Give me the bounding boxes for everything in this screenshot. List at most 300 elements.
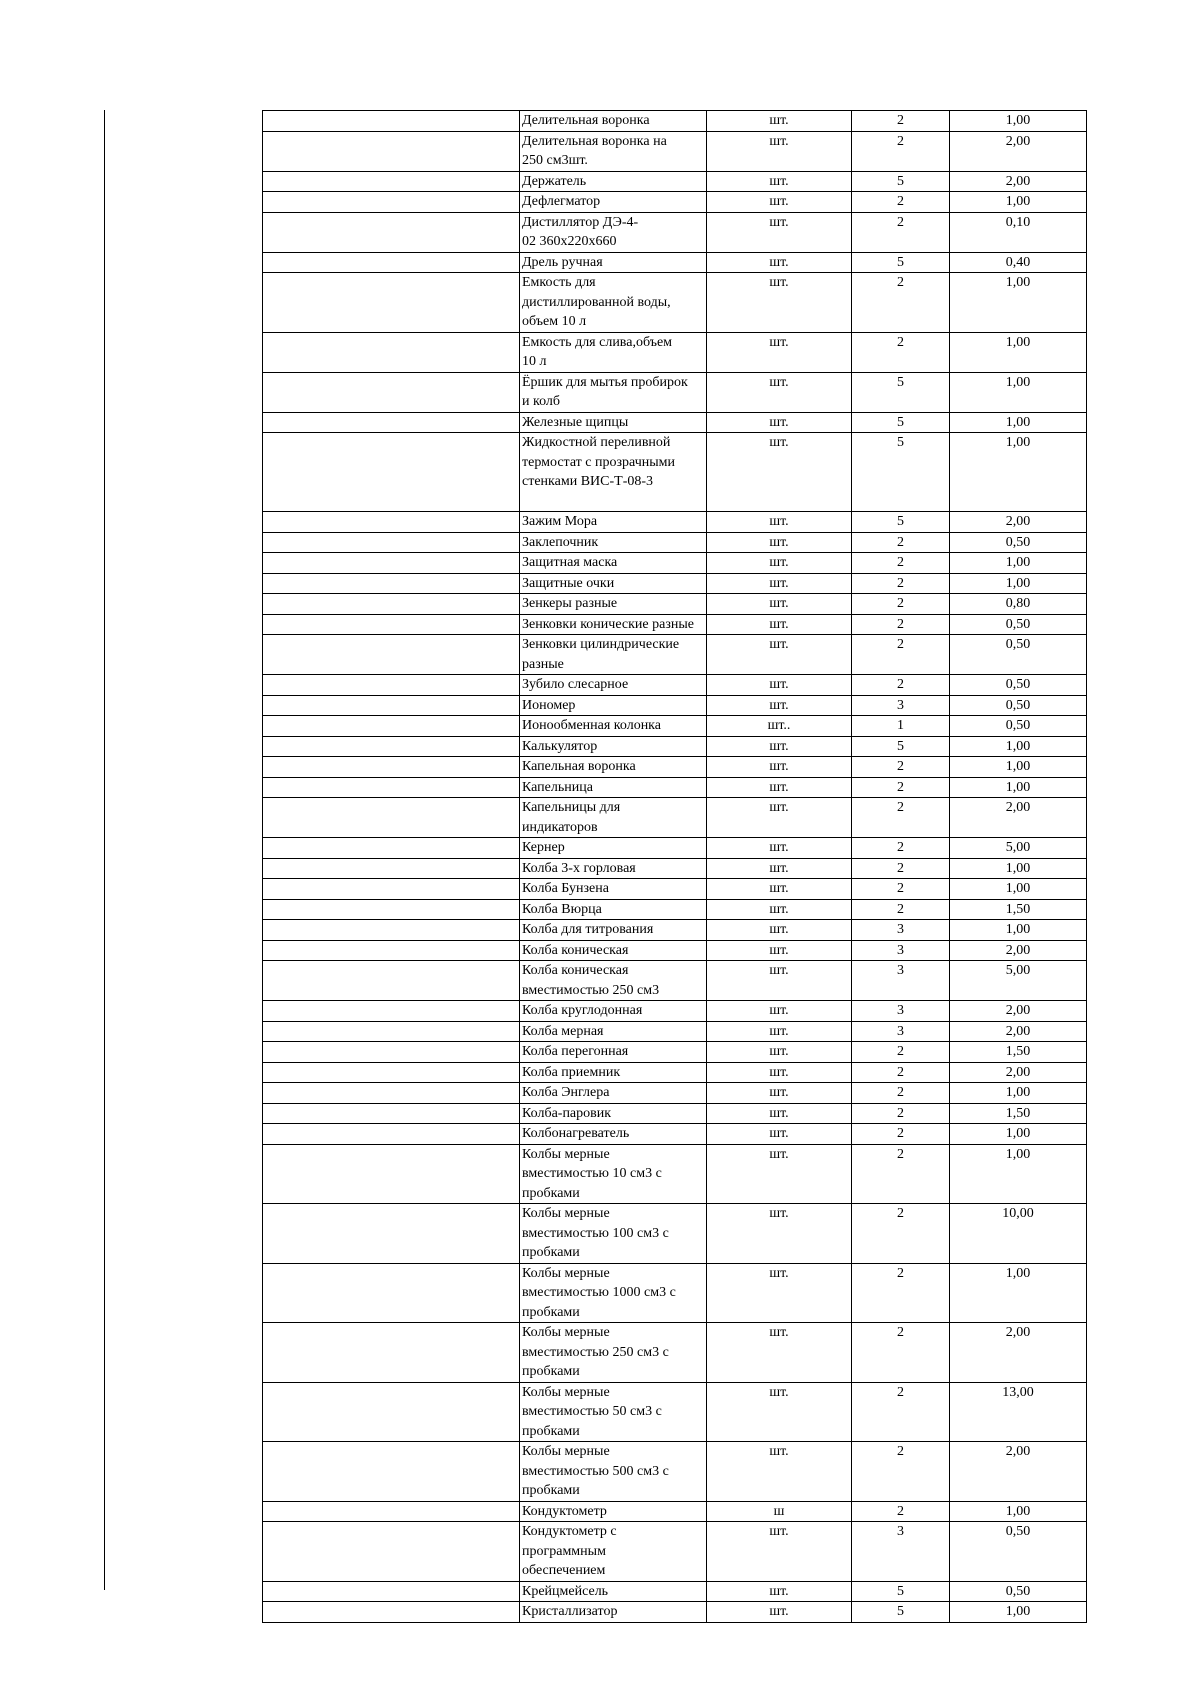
unit-cell: шт.: [707, 1323, 852, 1383]
inventory-table: [262, 110, 1087, 1623]
item-name-cell: [520, 858, 707, 879]
unit-cell: шт.: [707, 1581, 852, 1602]
quantity-cell: 5: [852, 1581, 950, 1602]
empty-cell: [263, 332, 520, 372]
item-name-line: Защитная маска: [522, 555, 618, 570]
table-row: [263, 1522, 1087, 1582]
table-row: [263, 1042, 1087, 1063]
unit-cell: шт.: [707, 532, 852, 553]
table-row: [263, 532, 1087, 553]
quantity-cell: 2: [852, 1062, 950, 1083]
item-name-cell: [520, 675, 707, 696]
item-name-line: Заклепочник: [522, 534, 599, 550]
table-row: [263, 252, 1087, 273]
quantity-cell: 2: [852, 635, 950, 675]
value-cell: 10,00: [950, 1204, 1087, 1264]
value-cell: 1,00: [950, 332, 1087, 372]
item-name-line: Колба круглодонная: [522, 1003, 643, 1018]
quantity-cell: 3: [852, 1021, 950, 1042]
item-name-line: Колбы мерные: [522, 1265, 610, 1281]
quantity-cell: 5: [852, 512, 950, 533]
item-name-cell: [520, 553, 707, 574]
unit-cell: шт.: [707, 1103, 852, 1124]
empty-cell: [263, 212, 520, 252]
item-name-cell: [520, 1062, 707, 1083]
unit-cell: шт.: [707, 512, 852, 533]
empty-cell: [263, 899, 520, 920]
item-name-cell: [520, 1501, 707, 1522]
item-name-cell: [520, 1263, 707, 1323]
item-name-line: индикаторов: [522, 819, 598, 835]
table-row: [263, 192, 1087, 213]
value-cell: 1,00: [950, 273, 1087, 333]
item-name-line: 02 360х220х660: [522, 234, 617, 249]
item-name-cell: [520, 736, 707, 757]
table-row: [263, 614, 1087, 635]
value-cell: 1,00: [950, 372, 1087, 412]
value-cell: 2,00: [950, 1323, 1087, 1383]
quantity-cell: 2: [852, 1204, 950, 1264]
item-name-cell: [520, 1001, 707, 1022]
empty-cell: [263, 512, 520, 533]
item-name-line: Крейцмейсель: [522, 1583, 609, 1599]
value-cell: 0,50: [950, 716, 1087, 737]
item-name-line: Кернер: [522, 840, 565, 855]
quantity-cell: 5: [852, 736, 950, 757]
unit-cell: шт.: [707, 635, 852, 675]
table-row: [263, 675, 1087, 696]
unit-cell: ш: [707, 1501, 852, 1522]
item-name-line: Колбы мерные: [522, 1206, 610, 1221]
unit-cell: шт.: [707, 1602, 852, 1623]
unit-cell: шт.: [707, 433, 852, 512]
item-name-cell: [520, 372, 707, 412]
item-name-line: пробками: [522, 1364, 580, 1379]
quantity-cell: 2: [852, 614, 950, 635]
table-row: [263, 695, 1087, 716]
item-name-cell: [520, 252, 707, 273]
quantity-cell: 2: [852, 1144, 950, 1204]
item-name-line: Железные щипцы: [522, 414, 629, 430]
item-name-cell: [520, 716, 707, 737]
item-name-cell: [520, 412, 707, 433]
quantity-cell: 2: [852, 879, 950, 900]
value-cell: 0,50: [950, 1581, 1087, 1602]
unit-cell: шт.: [707, 1263, 852, 1323]
empty-cell: [263, 252, 520, 273]
item-name-line: Колбы мерные: [522, 1384, 610, 1400]
item-name-line: вместимостью 10 см3 с: [522, 1166, 662, 1181]
unit-cell: шт.: [707, 1144, 852, 1204]
unit-cell: шт.: [707, 273, 852, 333]
value-cell: 0,10: [950, 212, 1087, 252]
item-name-line: пробками: [522, 1483, 580, 1498]
empty-cell: [263, 1204, 520, 1264]
value-cell: 1,00: [950, 1263, 1087, 1323]
empty-cell: [263, 1602, 520, 1623]
empty-cell: [263, 412, 520, 433]
item-name-line: Колба мерная: [522, 1023, 604, 1039]
empty-cell: [263, 757, 520, 778]
item-name-line: дистиллированной воды,: [522, 294, 671, 310]
empty-cell: [263, 1103, 520, 1124]
quantity-cell: 2: [852, 838, 950, 859]
quantity-cell: 2: [852, 1042, 950, 1063]
item-name-line: Колба Бунзена: [522, 881, 609, 896]
value-cell: 5,00: [950, 961, 1087, 1001]
item-name-line: Колба перегонная: [522, 1044, 629, 1059]
item-name-cell: [520, 212, 707, 252]
empty-cell: [263, 553, 520, 574]
table-row: [263, 940, 1087, 961]
item-name-line: Делительная воронка на: [522, 133, 667, 149]
unit-cell: шт.: [707, 736, 852, 757]
value-cell: 1,00: [950, 1144, 1087, 1204]
table-row: [263, 1021, 1087, 1042]
item-name-cell: [520, 1442, 707, 1502]
empty-cell: [263, 1522, 520, 1582]
item-name-line: 250 см3шт.: [522, 153, 588, 168]
table-row: [263, 961, 1087, 1001]
value-cell: 1,00: [950, 736, 1087, 757]
quantity-cell: 2: [852, 273, 950, 333]
table-row: [263, 171, 1087, 192]
item-name-line: пробками: [522, 1185, 580, 1201]
table-row: [263, 798, 1087, 838]
quantity-cell: 2: [852, 532, 950, 553]
item-name-line: Колба для титрования: [522, 922, 654, 937]
value-cell: 1,00: [950, 920, 1087, 941]
empty-cell: [263, 675, 520, 696]
item-name-cell: [520, 192, 707, 213]
empty-cell: [263, 635, 520, 675]
item-name-cell: [520, 695, 707, 716]
table-row: [263, 858, 1087, 879]
unit-cell: шт.: [707, 675, 852, 696]
item-name-line: 10 л: [522, 354, 547, 369]
unit-cell: шт.: [707, 614, 852, 635]
table-row: [263, 594, 1087, 615]
item-name-cell: [520, 1204, 707, 1264]
quantity-cell: 3: [852, 920, 950, 941]
table-row: [263, 1602, 1087, 1623]
table-row: [263, 1001, 1087, 1022]
quantity-cell: 2: [852, 1103, 950, 1124]
unit-cell: шт.: [707, 212, 852, 252]
empty-cell: [263, 1042, 520, 1063]
empty-cell: [263, 131, 520, 171]
item-name-line: Колбы мерные: [522, 1444, 610, 1459]
unit-cell: шт.: [707, 1001, 852, 1022]
item-name-line: Колба коническая: [522, 942, 629, 958]
empty-cell: [263, 1442, 520, 1502]
table-row: [263, 273, 1087, 333]
empty-cell: [263, 879, 520, 900]
table-row: [263, 553, 1087, 574]
empty-cell: [263, 1501, 520, 1522]
item-name-line: Ионообменная колонка: [522, 718, 661, 733]
item-name-line: Зубило слесарное: [522, 677, 629, 692]
unit-cell: шт.: [707, 899, 852, 920]
item-name-cell: [520, 1103, 707, 1124]
item-name-line: Кондуктометр: [522, 1503, 607, 1519]
table-row: [263, 573, 1087, 594]
unit-cell: шт.: [707, 858, 852, 879]
item-name-line: Колбы мерные: [522, 1146, 610, 1162]
item-name-line: Калькулятор: [522, 738, 598, 754]
item-name-cell: [520, 1522, 707, 1582]
item-name-line: Дистиллятор ДЭ-4-: [522, 214, 639, 230]
quantity-cell: 5: [852, 433, 950, 512]
item-name-line: объем 10 л: [522, 314, 587, 329]
quantity-cell: 2: [852, 573, 950, 594]
empty-cell: [263, 1382, 520, 1442]
quantity-cell: 3: [852, 940, 950, 961]
item-name-line: Капельная воронка: [522, 759, 636, 774]
table-row: [263, 1442, 1087, 1502]
unit-cell: шт.: [707, 372, 852, 412]
item-name-line: обеспечением: [522, 1563, 606, 1578]
unit-cell: шт.: [707, 1204, 852, 1264]
item-name-line: Колбы мерные: [522, 1325, 610, 1340]
empty-cell: [263, 695, 520, 716]
empty-cell: [263, 273, 520, 333]
item-name-cell: [520, 332, 707, 372]
value-cell: 2,00: [950, 512, 1087, 533]
quantity-cell: 5: [852, 252, 950, 273]
item-name-line: [522, 492, 704, 512]
table-row: [263, 332, 1087, 372]
unit-cell: шт.: [707, 1021, 852, 1042]
empty-cell: [263, 1144, 520, 1204]
item-name-line: пробками: [522, 1304, 580, 1320]
value-cell: 2,00: [950, 1442, 1087, 1502]
empty-cell: [263, 532, 520, 553]
item-name-cell: [520, 1083, 707, 1104]
unit-cell: шт.: [707, 594, 852, 615]
quantity-cell: 2: [852, 553, 950, 574]
item-name-cell: [520, 1042, 707, 1063]
item-name-line: Колба приемник: [522, 1064, 621, 1080]
unit-cell: шт.: [707, 111, 852, 132]
value-cell: 1,50: [950, 1042, 1087, 1063]
table-row: [263, 131, 1087, 171]
item-name-cell: [520, 1581, 707, 1602]
unit-cell: шт.: [707, 798, 852, 838]
unit-cell: шт.: [707, 412, 852, 433]
item-name-line: Делительная воронка: [522, 113, 650, 128]
value-cell: 1,00: [950, 553, 1087, 574]
item-name-line: Держатель: [522, 173, 587, 189]
item-name-cell: [520, 1602, 707, 1623]
quantity-cell: 2: [852, 899, 950, 920]
item-name-line: Зенкеры разные: [522, 596, 618, 611]
empty-cell: [263, 1021, 520, 1042]
item-name-line: Дефлегматор: [522, 194, 601, 209]
table-row: [263, 736, 1087, 757]
empty-cell: [263, 1263, 520, 1323]
table-row: [263, 1263, 1087, 1323]
value-cell: 2,00: [950, 1001, 1087, 1022]
quantity-cell: 2: [852, 1442, 950, 1502]
table-row: [263, 1323, 1087, 1383]
empty-cell: [263, 1581, 520, 1602]
unit-cell: шт.: [707, 1083, 852, 1104]
empty-cell: [263, 940, 520, 961]
item-name-line: Емкость для слива,объем: [522, 334, 673, 350]
empty-cell: [263, 594, 520, 615]
table-row: [263, 1124, 1087, 1145]
value-cell: 1,00: [950, 1083, 1087, 1104]
item-name-cell: [520, 1323, 707, 1383]
item-name-line: разные: [522, 656, 564, 672]
quantity-cell: 2: [852, 131, 950, 171]
unit-cell: шт.: [707, 332, 852, 372]
item-name-line: вместимостью 1000 см3 с: [522, 1285, 676, 1300]
quantity-cell: 2: [852, 1263, 950, 1323]
table-row: [263, 1103, 1087, 1124]
empty-cell: [263, 433, 520, 512]
value-cell: 1,00: [950, 879, 1087, 900]
unit-cell: шт.: [707, 1124, 852, 1145]
item-name-cell: [520, 111, 707, 132]
item-name-cell: [520, 940, 707, 961]
table-row: [263, 838, 1087, 859]
item-name-cell: [520, 777, 707, 798]
item-name-line: Емкость для: [522, 275, 596, 290]
item-name-line: пробками: [522, 1245, 580, 1260]
table-row: [263, 212, 1087, 252]
table-row: [263, 1204, 1087, 1264]
quantity-cell: 5: [852, 412, 950, 433]
empty-cell: [263, 372, 520, 412]
table-row: [263, 1382, 1087, 1442]
item-name-line: стенками ВИС-Т-08-3: [522, 474, 654, 489]
item-name-cell: [520, 273, 707, 333]
table-row: [263, 512, 1087, 533]
quantity-cell: 2: [852, 777, 950, 798]
quantity-cell: 3: [852, 1001, 950, 1022]
unit-cell: шт.: [707, 940, 852, 961]
value-cell: 0,50: [950, 614, 1087, 635]
item-name-line: Колбонагреватель: [522, 1126, 630, 1141]
unit-cell: шт.: [707, 1382, 852, 1442]
empty-cell: [263, 858, 520, 879]
empty-cell: [263, 111, 520, 132]
table-row: [263, 757, 1087, 778]
item-name-line: и колб: [522, 394, 561, 409]
quantity-cell: 2: [852, 1124, 950, 1145]
item-name-line: Колба Вюрца: [522, 901, 602, 917]
item-name-cell: [520, 532, 707, 553]
item-name-cell: [520, 573, 707, 594]
quantity-cell: 2: [852, 1083, 950, 1104]
unit-cell: шт.: [707, 252, 852, 273]
quantity-cell: 2: [852, 1382, 950, 1442]
value-cell: 2,00: [950, 131, 1087, 171]
unit-cell: шт.: [707, 1042, 852, 1063]
table-row: [263, 412, 1087, 433]
value-cell: 1,00: [950, 1124, 1087, 1145]
value-cell: 5,00: [950, 838, 1087, 859]
table-row: [263, 1581, 1087, 1602]
item-name-cell: [520, 594, 707, 615]
item-name-line: Капельницы для: [522, 800, 621, 815]
empty-cell: [263, 920, 520, 941]
item-name-cell: [520, 171, 707, 192]
empty-cell: [263, 1083, 520, 1104]
quantity-cell: 2: [852, 858, 950, 879]
item-name-line: вместимостью 50 см3 с: [522, 1404, 662, 1419]
empty-cell: [263, 716, 520, 737]
unit-cell: шт.: [707, 1062, 852, 1083]
table-row: [263, 433, 1087, 512]
value-cell: 1,00: [950, 757, 1087, 778]
item-name-line: Зажим Мора: [522, 514, 598, 529]
quantity-cell: 2: [852, 675, 950, 696]
item-name-cell: [520, 1144, 707, 1204]
value-cell: 2,00: [950, 798, 1087, 838]
quantity-cell: 2: [852, 757, 950, 778]
value-cell: 0,50: [950, 1522, 1087, 1582]
item-name-cell: [520, 757, 707, 778]
empty-cell: [263, 171, 520, 192]
quantity-cell: 1: [852, 716, 950, 737]
value-cell: 0,50: [950, 695, 1087, 716]
table-row: [263, 777, 1087, 798]
inventory-table-body: [263, 111, 1087, 1623]
value-cell: 0,80: [950, 594, 1087, 615]
item-name-line: вместимостью 500 см3 с: [522, 1463, 669, 1479]
unit-cell: шт.: [707, 961, 852, 1001]
item-name-line: вместимостью 100 см3 с: [522, 1225, 669, 1241]
item-name-cell: [520, 798, 707, 838]
empty-cell: [263, 614, 520, 635]
empty-cell: [263, 736, 520, 757]
table-row: [263, 920, 1087, 941]
table-row: [263, 372, 1087, 412]
quantity-cell: 3: [852, 695, 950, 716]
unit-cell: шт.: [707, 553, 852, 574]
empty-cell: [263, 1001, 520, 1022]
table-row: [263, 1501, 1087, 1522]
table-row: [263, 1144, 1087, 1204]
item-name-line: вместимостью 250 см3: [522, 982, 660, 998]
value-cell: 0,50: [950, 635, 1087, 675]
value-cell: 0,50: [950, 675, 1087, 696]
quantity-cell: 2: [852, 798, 950, 838]
unit-cell: шт.: [707, 777, 852, 798]
unit-cell: шт.: [707, 1442, 852, 1502]
item-name-line: термостат с прозрачными: [522, 454, 675, 470]
table-row: [263, 1062, 1087, 1083]
unit-cell: шт.: [707, 192, 852, 213]
item-name-line: Ёршик для мытья пробирок: [522, 374, 688, 390]
value-cell: 1,00: [950, 858, 1087, 879]
quantity-cell: 3: [852, 1522, 950, 1582]
item-name-line: вместимостью 250 см3 с: [522, 1344, 669, 1360]
quantity-cell: 5: [852, 171, 950, 192]
item-name-line: Дрель ручная: [522, 254, 603, 270]
quantity-cell: 5: [852, 1602, 950, 1623]
item-name-line: Кондуктометр с: [522, 1524, 617, 1539]
value-cell: 1,00: [950, 111, 1087, 132]
value-cell: 13,00: [950, 1382, 1087, 1442]
item-name-cell: [520, 512, 707, 533]
value-cell: 0,50: [950, 532, 1087, 553]
item-name-line: Колба 3-х горловая: [522, 860, 636, 876]
item-name-cell: [520, 961, 707, 1001]
